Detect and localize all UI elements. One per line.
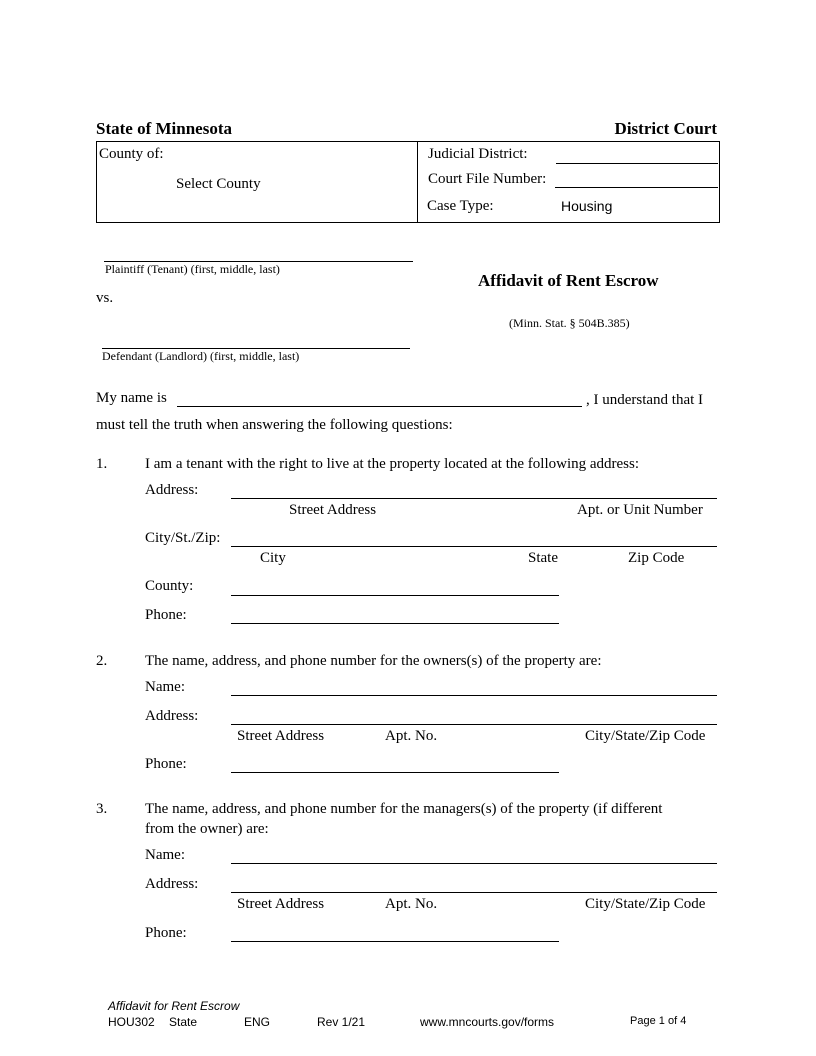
q3-phone-field[interactable] [231,941,559,942]
q3-name-field[interactable] [231,863,717,864]
my-name-label: My name is [96,390,167,406]
q3-address-field[interactable] [231,892,717,893]
q1-state-caption: State [528,550,558,566]
court-file-number-field[interactable] [555,187,718,188]
q1-county-field[interactable] [231,595,559,596]
q2-apt-caption: Apt. No. [385,728,438,744]
county-select[interactable]: Select County [176,176,261,192]
caption-divider [417,142,418,222]
q3-text-line2: from the owner) are: [145,821,269,837]
footer-form-title: Affidavit for Rent Escrow [108,999,240,1013]
q1-address-field[interactable] [231,498,717,499]
q3-address-label: Address: [145,876,199,892]
q3-text-line1: The name, address, and phone number for the managers(s) of the property (if different [145,801,663,817]
page-of: of [667,1015,678,1027]
q1-zip-caption: Zip Code [628,550,685,566]
q1-text: I am a tenant with the right to live at the property located at the following address: [145,456,640,472]
q2-phone-label: Phone: [145,756,187,772]
q3-street-caption: Street Address [237,896,325,912]
affiant-name-field[interactable] [177,406,582,407]
q3-csz-caption: City/State/Zip Code [585,896,706,912]
q1-phone-field[interactable] [231,623,559,624]
county-label: County of: [99,146,164,162]
q2-csz-caption: City/State/Zip Code [585,728,706,744]
q1-city-caption: City [260,550,286,566]
vs-text: vs. [96,290,114,306]
q2-text: The name, address, and phone number for the owners(s) of the property are: [145,653,602,669]
plaintiff-label: Plaintiff (Tenant) (first, middle, last) [105,262,280,276]
q1-street-caption: Street Address [289,502,377,518]
q2-address-label: Address: [145,708,199,724]
q2-address-field[interactable] [231,724,717,725]
q3-phone-label: Phone: [145,925,187,941]
q2-phone-field[interactable] [231,772,559,773]
q2-street-caption: Street Address [237,728,325,744]
q3-apt-caption: Apt. No. [385,896,438,912]
form-title: Affidavit of Rent Escrow [478,271,659,290]
q1-number: 1. [96,456,108,472]
q2-name-label: Name: [145,679,185,695]
q1-city-label: City/St./Zip: [145,530,221,546]
q2-name-field[interactable] [231,695,717,696]
q2-number: 2. [96,653,108,669]
q3-name-label: Name: [145,847,185,863]
judicial-district-label: Judicial District: [428,146,528,162]
caption-box [96,141,720,223]
q1-apt-caption: Apt. or Unit Number [577,502,703,518]
page-current: 1 [658,1015,665,1027]
page-total: 4 [680,1015,687,1027]
state-heading: State of Minnesota [96,119,232,138]
judicial-district-field[interactable] [556,163,718,164]
court-heading: District Court [614,119,717,138]
footer-jurisdiction: State [169,1015,198,1029]
truth-statement: must tell the truth when answering the following questions: [96,417,453,433]
footer-revision: Rev 1/21 [317,1015,366,1029]
court-file-number-label: Court File Number: [428,171,547,187]
footer-language: ENG [244,1015,271,1029]
statute-citation: (Minn. Stat. § 504B.385) [509,316,630,330]
case-type-label: Case Type: [427,198,494,214]
q1-county-label: County: [145,578,194,594]
footer-page-indicator [630,1015,686,1027]
defendant-label: Defendant (Landlord) (first, middle, last) [102,349,300,363]
page-word: Page [630,1015,656,1027]
q1-address-label: Address: [145,482,199,498]
q1-phone-label: Phone: [145,607,187,623]
q1-city-field[interactable] [231,546,717,547]
case-type-value[interactable]: Housing [561,198,613,214]
q3-number: 3. [96,801,108,817]
understand-text: , I understand that I [586,392,704,408]
footer-form-code: HOU302 [108,1015,155,1029]
footer-website[interactable]: www.mncourts.gov/forms [420,1015,555,1029]
